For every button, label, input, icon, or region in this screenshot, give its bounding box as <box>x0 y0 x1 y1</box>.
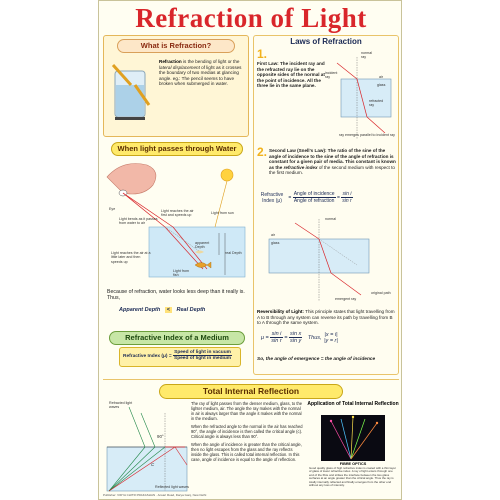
definition-text-2: of light as it crosses the boundary of two medias at glancing angle. eg.: The pencil seems to have broken when submerged in water. <box>159 64 242 87</box>
fibre-optics-text: Good quality glass of high refractive index is coated with a thin layer of glass of lower refractive index. A ray of light enters through one end of the fibre and strikes the interface between the two glass surfaces at an angle greater than the critical angle. Thus the ray is totally internally reflected and finally emerges from the other end without any loss of intensity. <box>309 466 396 488</box>
second-law-text <box>269 148 397 176</box>
reversibility-title: Reversibility of Light: <box>257 309 304 314</box>
snell-formula <box>257 191 353 204</box>
tir-reflected-label: Reflected light waves <box>155 485 189 489</box>
definition-italic: lateral displacement <box>159 64 200 70</box>
tir-paragraph-3: When the angle of incidence is greater than the critical angle, then no light escapes from the glass and the ray reflects inside the glass. This is called total internal reflection. In this case, angle of incidence is equal to the angle of reflection. <box>191 442 302 462</box>
rev-sin-i: sin i <box>271 331 282 337</box>
rev-equals-1: = <box>265 334 269 341</box>
first-law-number: 1. <box>257 47 268 61</box>
pencil-in-glass-illustration <box>109 59 157 121</box>
label-light-from-fish: Light from fish <box>173 269 189 278</box>
tir-divider <box>103 379 399 380</box>
index-heading: Refractive Index of a Medium <box>109 331 245 345</box>
reversibility-formula <box>261 331 339 344</box>
condition-x-equals-i: |x = i| <box>324 331 338 338</box>
water-heading: When light passes through Water <box>111 142 243 156</box>
diag2-emergent-label: emergent ray <box>335 297 357 301</box>
apparent-vs-real-depth <box>119 307 205 313</box>
conditions <box>323 332 339 344</box>
emergence-conclusion: So, the angle of emergence = the angle of incidence <box>257 357 376 362</box>
label-eye: Eye <box>109 207 116 211</box>
diag2-glass-label: glass <box>271 241 280 245</box>
what-is-heading: What is Refraction? <box>117 39 235 53</box>
page-title: Refraction of Light <box>135 3 367 33</box>
index-numerator: Speed of light in vacuum <box>174 350 231 355</box>
ri-label-text: Refractive Index (μ) <box>260 191 284 204</box>
tir-paragraph-2: When the refracted angle to the normal in the air has reached 90°, the angle of incidence is then called the critical angle (c). Critical angle is always less than 90°. <box>191 424 303 439</box>
sin-xy-fraction <box>289 331 302 344</box>
sin-r: sin r <box>342 198 352 204</box>
fibre-optics-label: FIBRE OPTICS <box>339 462 367 466</box>
angle-of-incidence: Angle of incidence <box>293 191 335 197</box>
index-lhs: Refractive Index (μ) = <box>123 353 172 359</box>
angle-fraction <box>293 191 336 204</box>
sin-y: sin y <box>289 338 302 344</box>
tir-diagram <box>105 399 189 493</box>
condition-y-equals-r: |y = r| <box>324 337 338 344</box>
tir-paragraph-1: The ray of light passes from the denser medium, glass, to the lighter medium, air. The angle the ray makes with the normal in air is always larger than the angle it makes with the normal in the medium. <box>191 401 303 421</box>
diag2-original-label: original path <box>371 291 391 295</box>
diag1-air-label: air <box>379 75 383 79</box>
second-law-italic: refractive index <box>283 164 318 170</box>
water-caption: Because of refraction, water looks less deep than it really is. Thus, <box>107 289 245 302</box>
fibre-optics-illustration <box>321 415 385 461</box>
label-light-reaches: Light reaches the air first and speeds up <box>161 209 194 218</box>
diag2-normal-label: normal <box>325 217 336 221</box>
tir-angle-label: 90° <box>157 434 164 439</box>
reversibility-body: This principle states that light travelling from A to B through any system can reverse its path by travelling from B to A through the same system. <box>257 309 395 326</box>
first-law-title: First Law: <box>257 61 279 66</box>
rev-equals-2: = <box>284 334 288 341</box>
reversibility-text <box>257 309 397 326</box>
label-light-from-sun: Light from sun <box>211 211 234 215</box>
index-fraction <box>173 350 232 361</box>
tir-critical-label: C <box>151 462 155 467</box>
tir-refracted-label: Refracted light waves <box>109 401 133 410</box>
diag2-air-label: air <box>271 233 275 237</box>
label-real-depth: real Depth <box>225 251 242 255</box>
diag1-normal-label: normal ray <box>361 51 372 60</box>
second-law-body-2: of the second medium with respect to the first medium. <box>269 164 395 176</box>
tir-heading: Total Internal Reflection <box>159 384 343 399</box>
label-apparent-depth: apparent Depth <box>195 241 210 250</box>
first-law-body: The incident ray and the refracted ray lie on the opposite sides of the normal at the point of incidence. All the three lie in the same plane. <box>257 61 325 89</box>
angle-of-refraction: Angle of refraction <box>293 198 335 204</box>
definition-text-1: is the bending of light or the <box>183 59 240 64</box>
first-law-diagram <box>327 49 397 141</box>
diag1-emerges-label: ray emerges parallel to incident ray <box>339 133 395 137</box>
second-law-number: 2. <box>257 145 268 159</box>
real-depth-term: Real Depth <box>176 307 206 313</box>
application-title: Application of Total Internal Reflection <box>307 401 399 407</box>
label-light-later: Light reaches the air at a little later and then speeds up <box>111 251 151 264</box>
index-formula <box>123 350 232 361</box>
tir-text <box>191 401 303 462</box>
publisher-footer: Publisher: VIDYA CHITR PRAKASHAN · Ansari Road, Darya Ganj, New Delhi <box>103 493 207 497</box>
sin-ir-fraction <box>270 331 282 344</box>
snell-equals-2: = <box>336 194 340 201</box>
rev-sin-r: sin r <box>271 338 282 344</box>
sin-i: sin i <box>342 191 352 197</box>
mu-symbol: μ <box>261 334 265 341</box>
second-law-title: Second Law (Snell's Law): <box>269 148 327 153</box>
first-law-text <box>257 61 327 89</box>
diag1-refracted-label: refracted ray <box>369 99 384 108</box>
index-denominator: Speed of light in medium <box>174 356 232 361</box>
sin-x: sin x <box>289 331 302 337</box>
sine-fraction <box>341 191 352 204</box>
laws-heading: Laws of Refraction <box>290 37 362 46</box>
snell-equals-1: = <box>288 194 292 201</box>
definition-term: Refraction <box>159 59 182 64</box>
apparent-depth-term: Apparent Depth <box>119 307 161 313</box>
ri-label <box>257 192 287 204</box>
diag1-incident-label: incident ray <box>325 71 338 80</box>
less-than-symbol: < <box>166 307 170 313</box>
diag1-glass-label: glass <box>377 83 386 87</box>
poster <box>98 0 402 500</box>
label-light-bends: Light bends as it passes from water to air <box>119 217 158 226</box>
thus-label: Thus, <box>307 334 322 341</box>
refraction-definition <box>159 59 245 87</box>
second-law-body-1: The ratio of the sine of the angle of incidence to the sine of the angle of refraction is constant for a given pair of media. This constant is known as the <box>269 148 396 170</box>
